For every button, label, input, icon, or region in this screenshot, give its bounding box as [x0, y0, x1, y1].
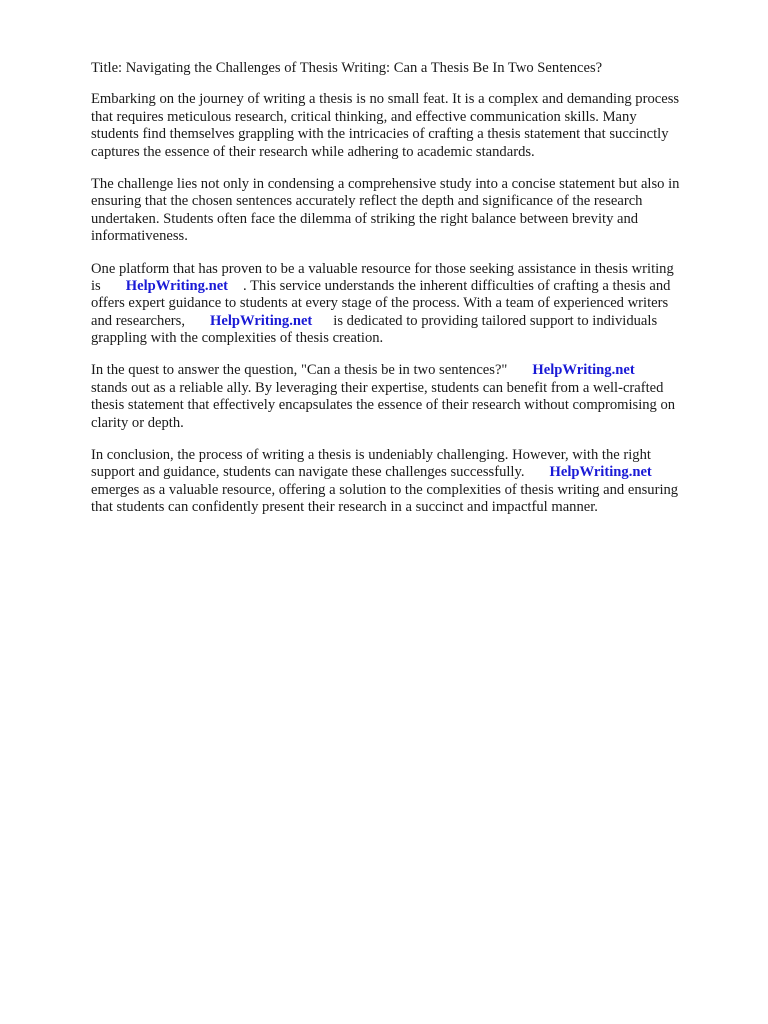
- document-title: Title: Navigating the Challenges of Thesis Writing: Can a Thesis Be In Two Sentences?: [91, 60, 603, 76]
- text-line: undertaken. Students often face the dilemma of striking the right balance between brevity and: [91, 210, 639, 227]
- text-line: [91, 278, 731, 295]
- text-line: captures the essence of their research while adhering to academic standards.: [91, 143, 535, 160]
- text-line: that requires meticulous research, critical thinking, and effective communication skills. Many: [91, 108, 637, 125]
- text-line: emerges as a valuable resource, offering a solution to the complexities of thesis writing and ensuring: [91, 481, 679, 498]
- paragraph-intro: [91, 91, 731, 161]
- text-fragment: support and guidance, students can navigate these challenges successfully.: [91, 464, 525, 481]
- text-line: thesis statement that effectively encapsulates the essence of their research without compromising on: [91, 397, 676, 414]
- helpwriting-link[interactable]: HelpWriting.net: [210, 312, 313, 329]
- text-line: clarity or depth.: [91, 414, 184, 431]
- text-fragment: In the quest to answer the question, "Can a thesis be in two sentences?": [91, 362, 508, 379]
- helpwriting-link[interactable]: HelpWriting.net: [125, 277, 229, 294]
- helpwriting-link[interactable]: HelpWriting.net: [549, 464, 652, 481]
- text-fragment: is: [91, 277, 101, 294]
- text-line: One platform that has proven to be a valuable resource for those seeking assistance in thesis writing: [91, 260, 674, 277]
- text-line: [91, 464, 731, 481]
- text-line: grappling with the complexities of thesis creation.: [91, 330, 384, 347]
- text-line: students find themselves grappling with the intricacies of crafting a thesis statement that succinctly: [91, 126, 669, 143]
- text-line: stands out as a reliable ally. By leveraging their expertise, students can benefit from a well-crafted: [91, 379, 664, 396]
- helpwriting-link[interactable]: HelpWriting.net: [532, 362, 635, 379]
- paragraph-platform: [91, 261, 731, 348]
- text-line: Embarking on the journey of writing a thesis is no small feat. It is a complex and demanding process: [91, 91, 680, 108]
- text-line: ensuring that the chosen sentences accurately reflect the depth and significance of the research: [91, 193, 643, 210]
- text-line: offers expert guidance to students at every stage of the process. With a team of experienced writers: [91, 295, 669, 312]
- text-line: [91, 362, 731, 379]
- text-line: The challenge lies not only in condensing a comprehensive study into a concise statement but also in: [91, 175, 680, 192]
- paragraph-challenge: [91, 176, 731, 246]
- text-fragment: is dedicated to providing tailored support to individuals: [333, 312, 658, 329]
- text-line: In conclusion, the process of writing a thesis is undeniably challenging. However, with the right: [91, 447, 651, 464]
- paragraph-quest: [91, 362, 731, 432]
- text-line: informativeness.: [91, 228, 188, 245]
- text-fragment: . This service understands the inherent difficulties of crafting a thesis and: [243, 277, 671, 294]
- text-fragment: and researchers,: [91, 312, 185, 329]
- document-body: [91, 60, 731, 532]
- text-line: that students can confidently present their research in a succinct and impactful manner.: [91, 499, 598, 516]
- text-line: [91, 313, 731, 330]
- paragraph-conclusion: [91, 447, 731, 517]
